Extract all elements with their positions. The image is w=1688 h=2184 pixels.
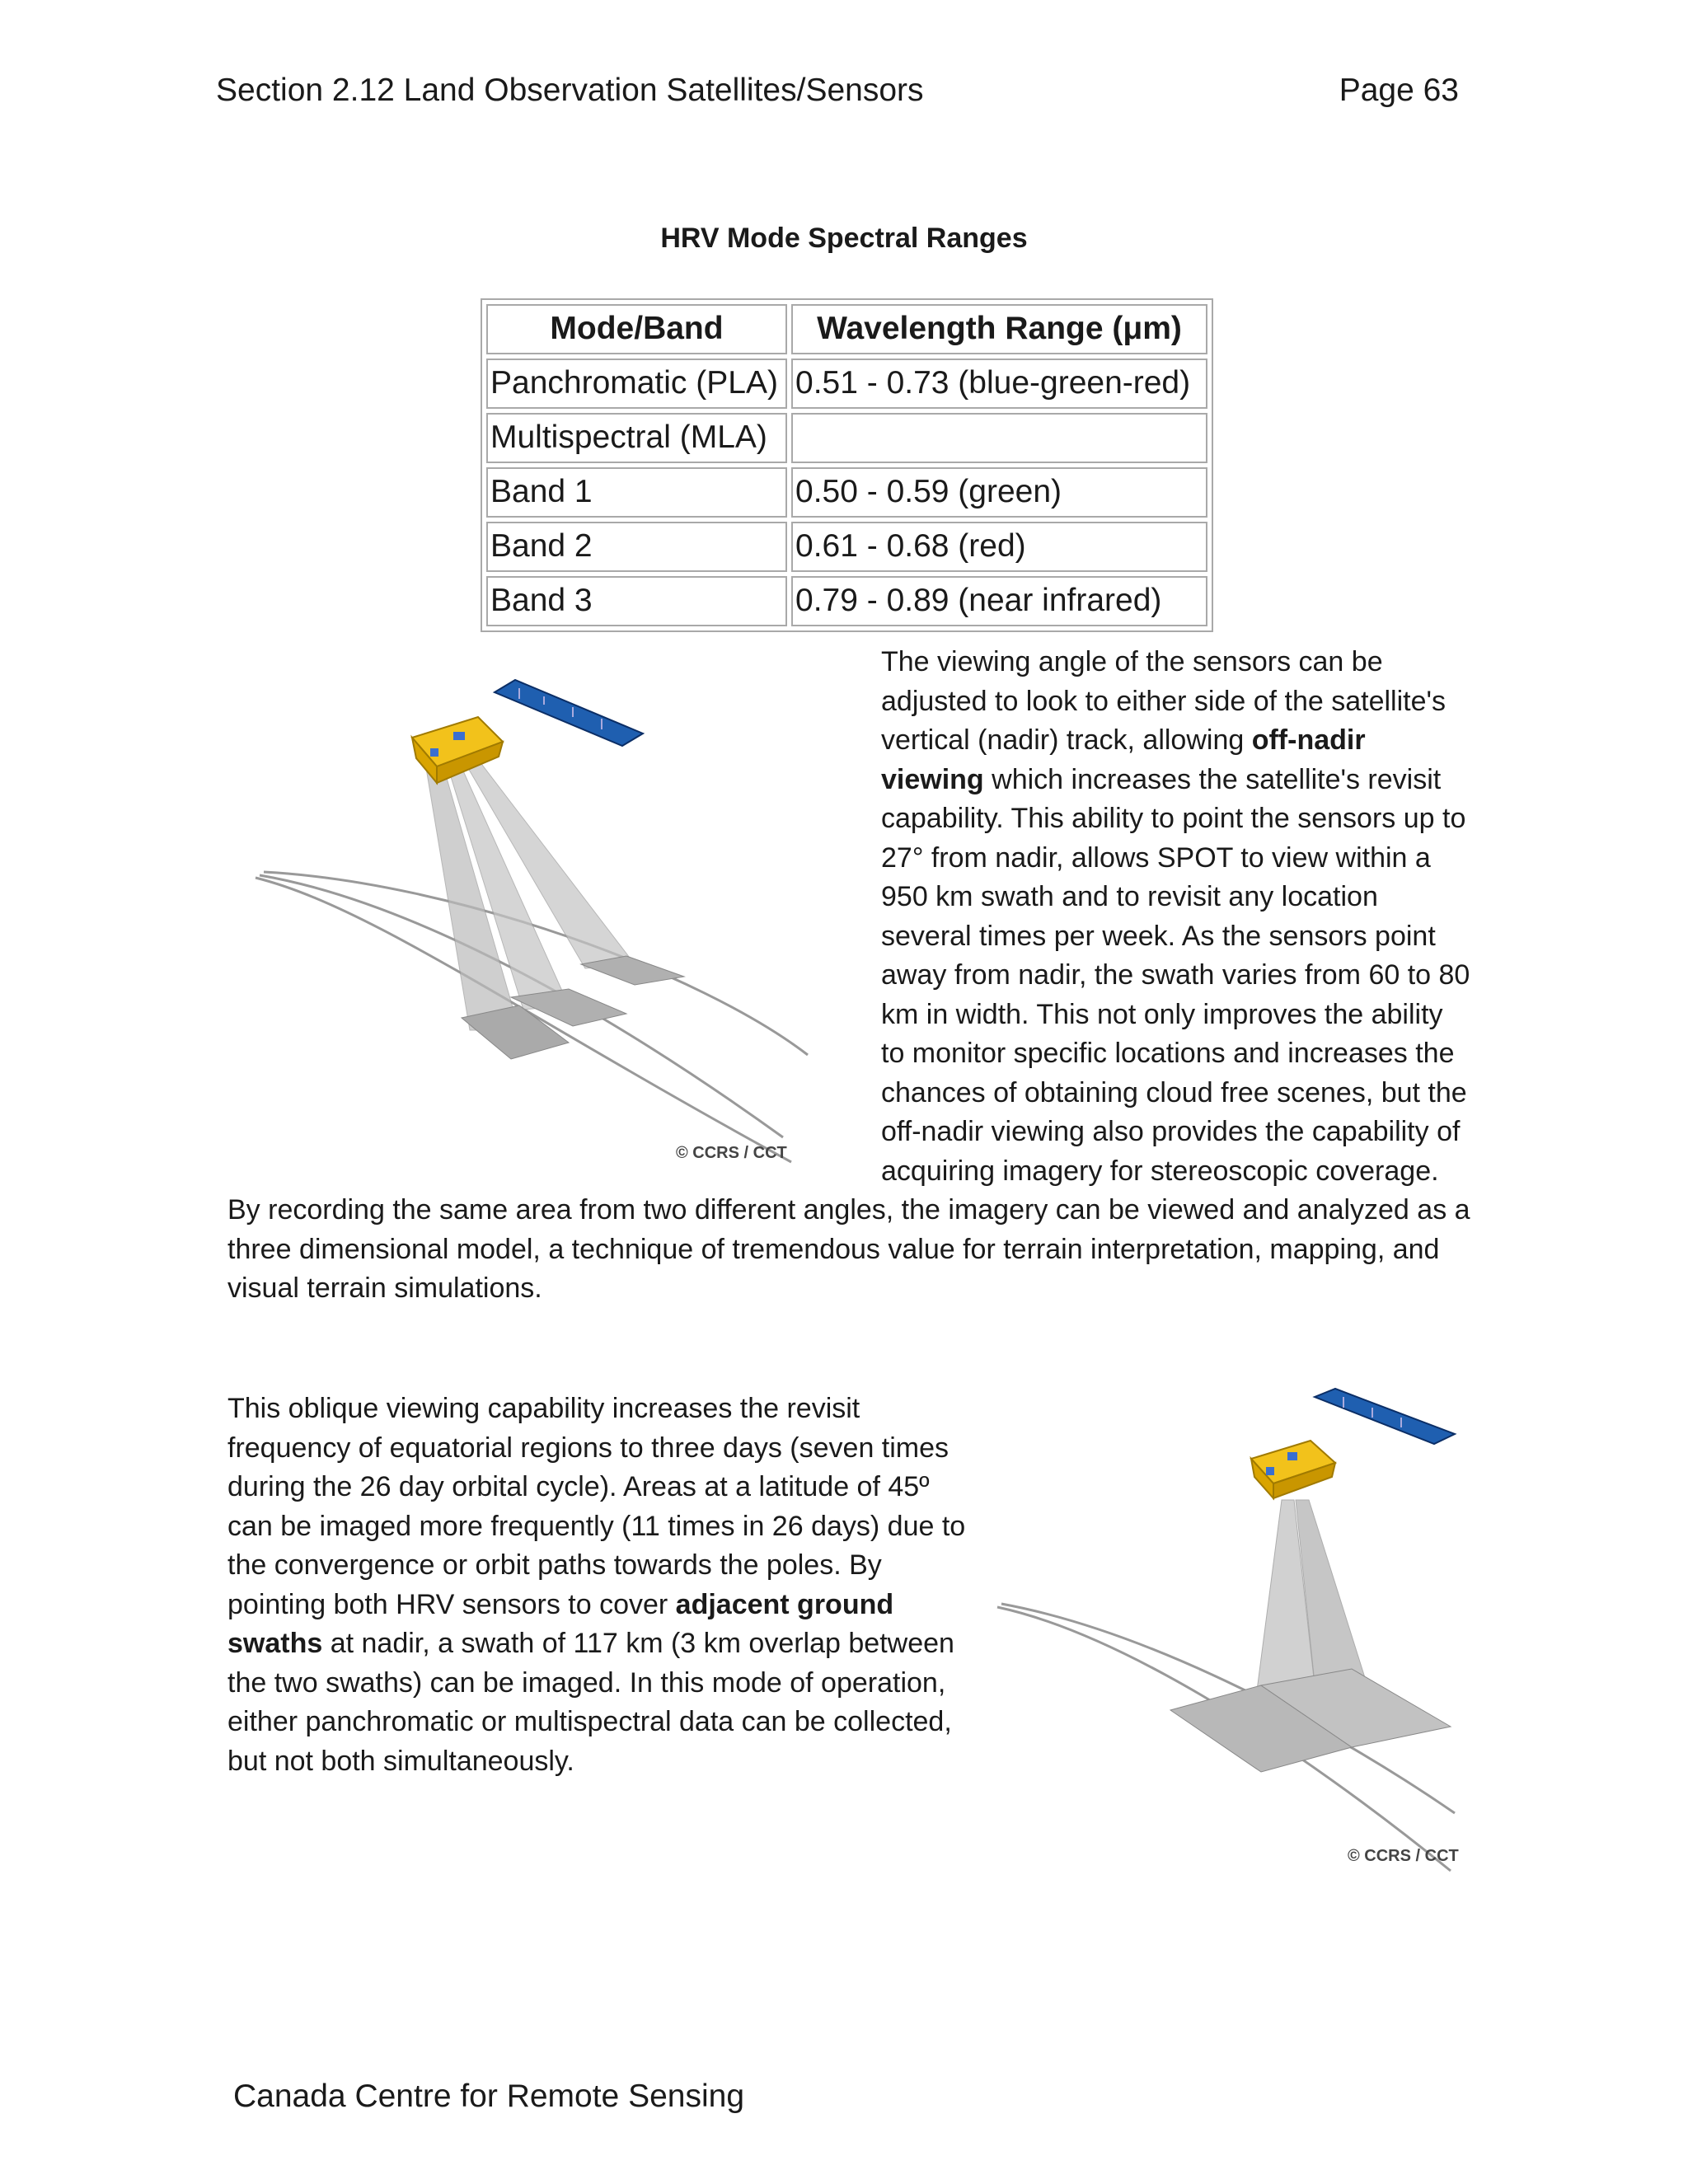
table-cell: 0.61 - 0.68 (red) <box>791 522 1207 572</box>
paragraph-oblique-viewing <box>227 1390 978 1781</box>
page-number: Page 63 <box>1339 73 1459 108</box>
table-row <box>486 467 1207 518</box>
table-cell: Multispectral (MLA) <box>486 413 787 463</box>
table-row <box>486 576 1207 626</box>
paragraph-text: This oblique viewing capability increases the revisit frequency of equatorial regions to three days (seven times during the 26 day orbital cycle). Areas at a latitude of 45º can be imaged more frequently (11 times in 26 days) due to the convergence or orbit paths towards the poles. By pointing both HRV sensors to cover <box>227 1393 966 1620</box>
paragraph-off-nadir-viewing <box>227 643 1472 1309</box>
paragraph-text: at nadir, a swath of 117 km (3 km overlap between the two swaths) can be imaged. In this mode of operation, either panchromatic or multispectral data can be collected, but not both simultaneously. <box>227 1628 954 1777</box>
table-cell: Panchromatic (PLA) <box>486 359 787 409</box>
table-row <box>486 522 1207 572</box>
table-cell <box>791 413 1207 463</box>
table-title: HRV Mode Spectral Ranges <box>660 223 1028 254</box>
adjacent-swaths-figure <box>989 1385 1484 1879</box>
running-header-section: Section 2.12 Land Observation Satellites/Sensors <box>216 73 924 108</box>
table-cell: 0.79 - 0.89 (near infrared) <box>791 576 1207 626</box>
spectral-ranges-table <box>481 298 1213 632</box>
table-cell: Band 3 <box>486 576 787 626</box>
column-header: Mode/Band <box>486 304 787 354</box>
emphasis-term: off-nadir viewing <box>881 724 1366 795</box>
footer-organization: Canada Centre for Remote Sensing <box>233 2079 745 2114</box>
table-cell: 0.51 - 0.73 (blue-green-red) <box>791 359 1207 409</box>
figure-float-spacer <box>227 643 881 1188</box>
table-cell: Band 1 <box>486 467 787 518</box>
figure-credit: © CCRS / CCT <box>1348 1847 1459 1865</box>
table-cell: 0.50 - 0.59 (green) <box>791 467 1207 518</box>
column-header: Wavelength Range (μm) <box>791 304 1207 354</box>
figure-credit: © CCRS / CCT <box>676 1144 787 1162</box>
table-cell: Band 2 <box>486 522 787 572</box>
emphasis-term: adjacent ground swaths <box>227 1588 894 1659</box>
table-row <box>486 359 1207 409</box>
table-header-row <box>486 304 1207 354</box>
table-row <box>486 413 1207 463</box>
paragraph-text: The viewing angle of the sensors can be adjusted to look to either side of the satellite's vertical (nadir) track, allowing <box>881 646 1447 756</box>
paragraph-text: which increases the satellite's revisit capability. This ability to point the sensors up to 27° from nadir, allows SPOT to view within a 950 km swath and to revisit any location several times per week. As the sensors point away from nadir, the swath varies from 60 to 80 km in width. This not only improves the ability to monitor specific locations and increases the chances of obtaining cloud free scenes, but the off-nadir viewing also provides the capability of acquiring imagery for stereoscopic coverage. By recording the same area from two different angles, the imagery can be viewed and analyzed as a three dimensional model, a technique of tremendous value for terrain interpretation, mapping, and visual terrain simulations. <box>227 763 1470 1304</box>
